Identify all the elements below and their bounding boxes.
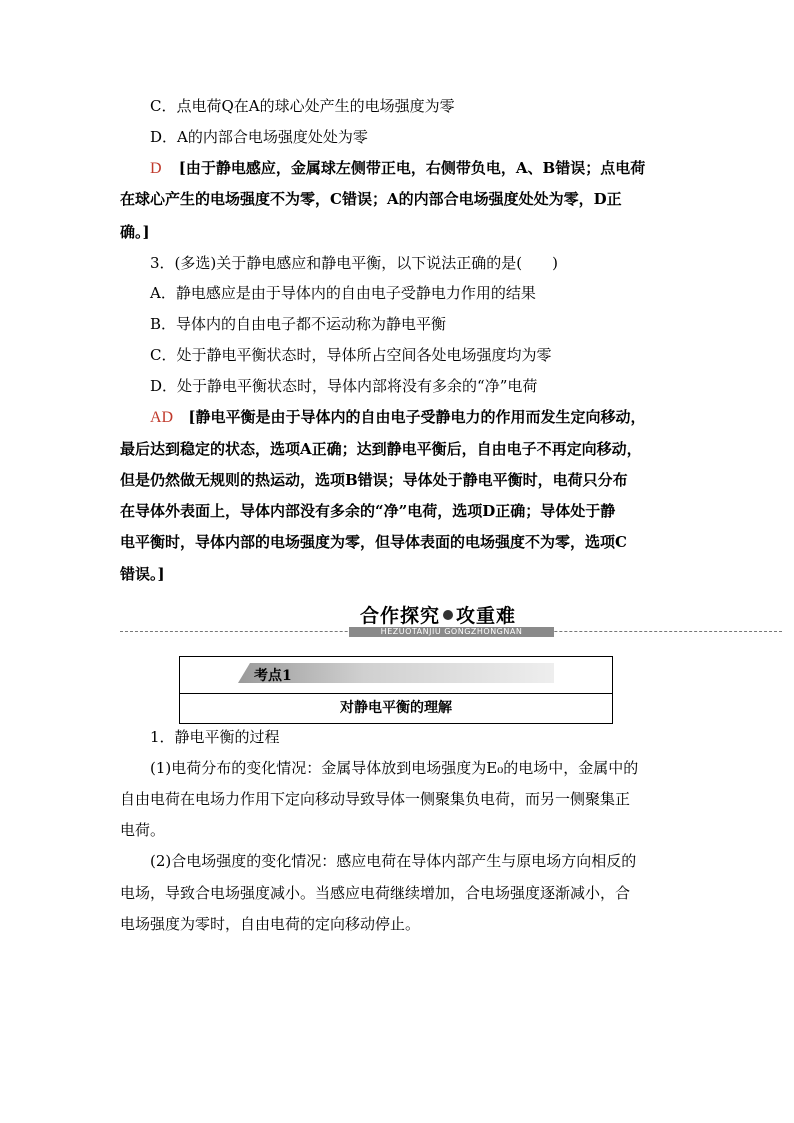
option-d: D．A的内部合电场强度处处为零 xyxy=(150,128,368,146)
option-d: D．处于静电平衡状态时，导体内部将没有多余的“净”电荷 xyxy=(150,377,538,395)
topic-title: 对静电平衡的理解 xyxy=(340,700,452,716)
question-3: 3．(多选)关于静电感应和静电平衡，以下说法正确的是( ) xyxy=(150,254,558,272)
paragraph-line: 电荷。 xyxy=(120,821,166,839)
topic-box xyxy=(179,656,613,724)
explanation-line: 错误。] xyxy=(120,565,165,583)
banner-dot-icon xyxy=(443,610,453,620)
paragraph-line: 自由电荷在电场力作用下定向移动导致导体一侧聚集负电荷，而另一侧聚集正 xyxy=(120,790,631,808)
answer-label: D xyxy=(150,160,162,177)
option-c: C．点电荷Q在A的球心处产生的电场强度为零 xyxy=(150,97,455,115)
explanation-line: 确。] xyxy=(120,223,150,241)
explanation-line: 电平衡时，导体内部的电场强度为零，但导体表面的电场强度不为零，选项C xyxy=(120,533,627,551)
section-banner-subtitle: HEZUOTANJIU GONGZHONGNAN xyxy=(349,627,554,637)
explanation-line: 在球心产生的电场强度不为零，C错误；A的内部合电场强度处处为零，D正 xyxy=(120,190,622,208)
paragraph-line: 电场强度为零时，自由电荷的定向移动停止。 xyxy=(120,915,421,933)
answer-explanation-2 xyxy=(150,406,710,429)
option-c: C．处于静电平衡状态时，导体所占空间各处电场强度均为零 xyxy=(150,346,552,364)
section-banner-title xyxy=(360,601,516,628)
explanation-text: [静电平衡是由于导体内的自由电子受静电力的作用而发生定向移动， xyxy=(188,408,646,426)
topic-divider xyxy=(180,693,612,694)
explanation-text: [由于静电感应，金属球左侧带正电，右侧带负电，A、B错误；点电荷 xyxy=(178,159,646,177)
explanation-line: 最后达到稳定的状态，选项A正确；达到静电平衡后，自由电子不再定向移动， xyxy=(120,440,642,458)
paragraph-line: (2)合电场强度的变化情况：感应电荷在导体内部产生与原电场方向相反的 xyxy=(150,852,637,870)
explanation-line: 但是仍然做无规则的热运动，选项B错误；导体处于静电平衡时，电荷只分布 xyxy=(120,471,628,489)
section-heading: 1．静电平衡的过程 xyxy=(150,728,280,746)
answer-explanation-1 xyxy=(150,157,710,180)
banner-title-right: 攻重难 xyxy=(456,605,517,627)
answer-label: AD xyxy=(150,409,174,426)
topic-tag: 考点1 xyxy=(254,668,292,684)
banner-title-left: 合作探究 xyxy=(360,605,441,627)
paragraph-line: (1)电荷分布的变化情况：金属导体放到电场强度为E₀的电场中，金属中的 xyxy=(150,759,639,777)
explanation-line: 在导体外表面上，导体内部没有多余的“净”电荷，选项D正确；导体处于静 xyxy=(120,502,616,520)
option-b: B．导体内的自由电子都不运动称为静电平衡 xyxy=(150,315,447,333)
option-a: A．静电感应是由于导体内的自由电子受静电力作用的结果 xyxy=(150,284,536,302)
paragraph-line: 电场，导致合电场强度减小。当感应电荷继续增加，合电场强度逐渐减小，合 xyxy=(120,884,631,902)
